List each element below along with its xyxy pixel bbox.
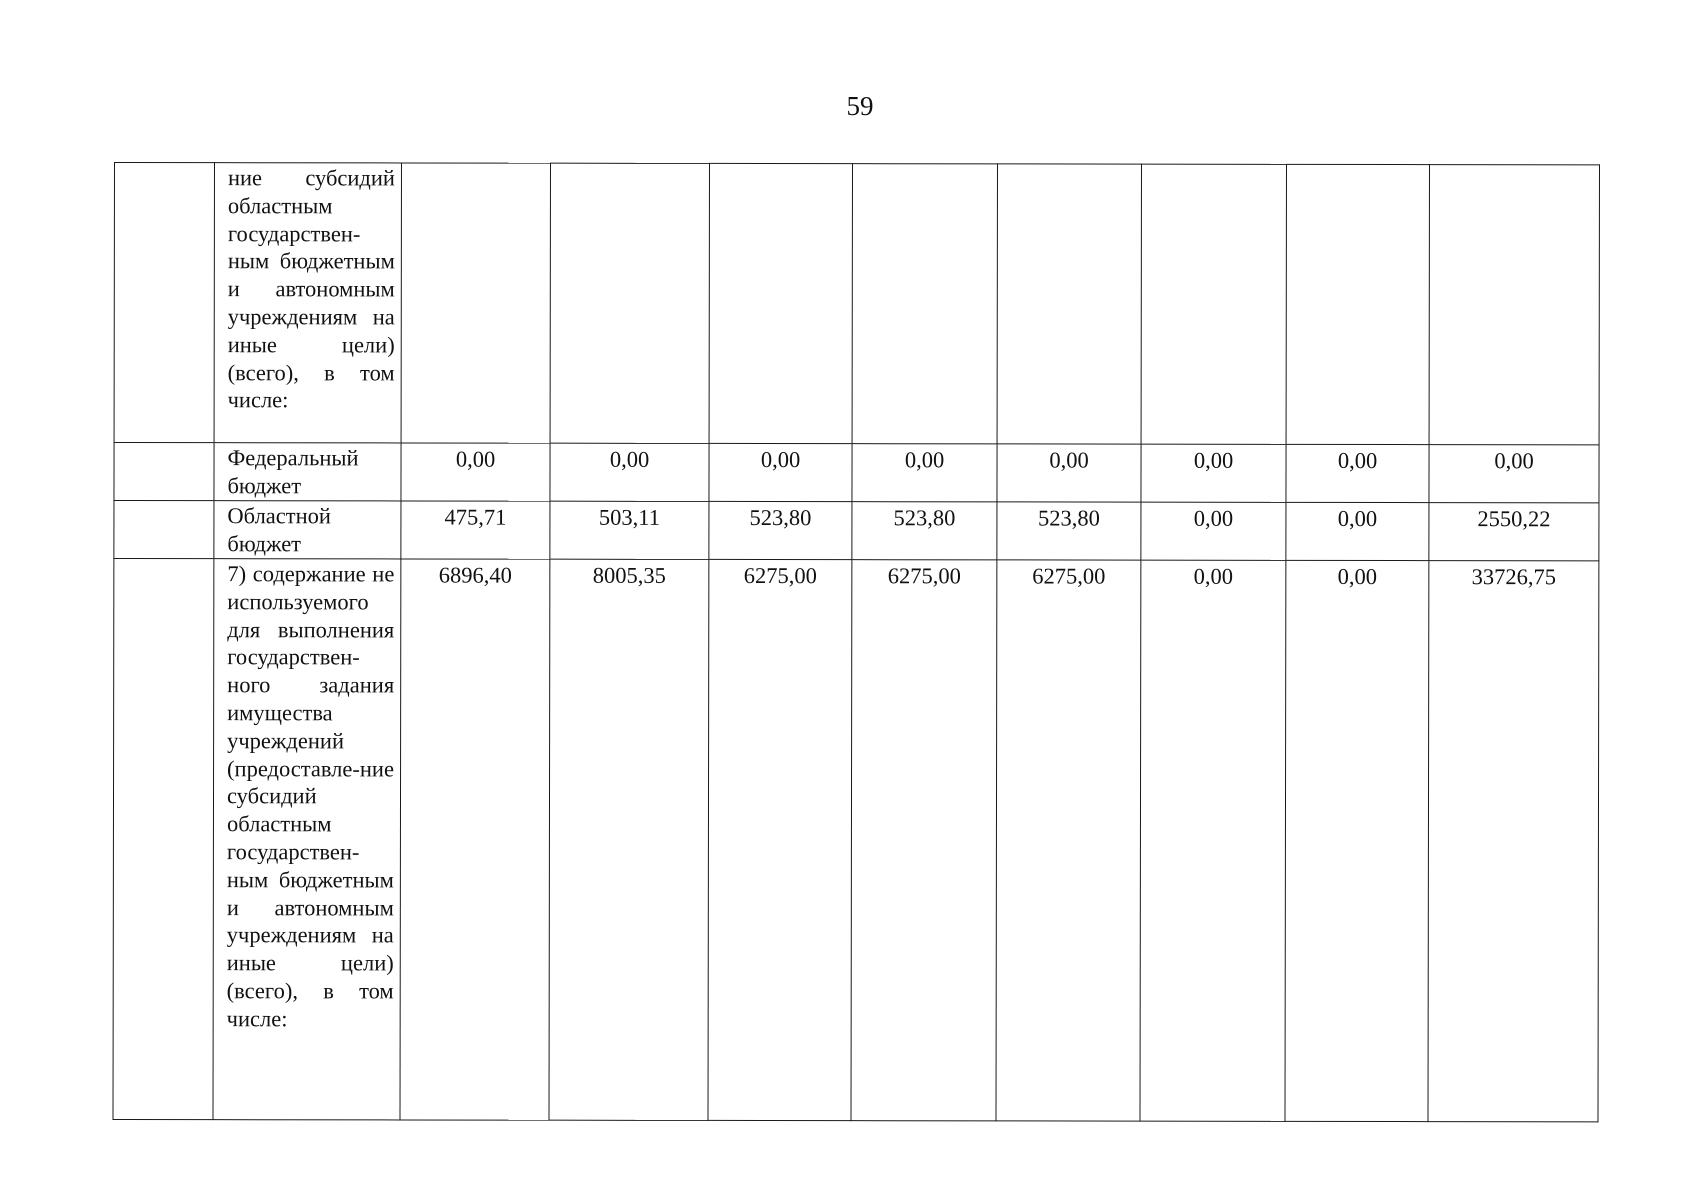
table-row [114,501,1599,561]
value-cell [852,164,997,444]
row-number-cell [113,559,214,1120]
value-cell [997,164,1141,444]
value-cell [401,163,550,443]
value-cell: 0,00 [997,444,1141,502]
total-cell: 0,00 [1429,445,1599,503]
table-row [114,163,1599,445]
total-cell [1429,165,1599,445]
value-cell: 6275,00 [708,559,852,1120]
value-cell [550,163,709,443]
description-cell: 7) содержание не используемого для выполнения государствен-ного задания имущества учреждений (предоставле-ние субсидий областным государствен-ным бюджетным и автономным учреждениям на иные цели) (всего), в том числе: [213,559,401,1120]
value-cell [1286,164,1429,444]
value-cell: 0,00 [1141,502,1286,560]
value-cell: 0,00 [1141,444,1286,502]
table-row [113,559,1599,1122]
value-cell: 0,00 [550,443,709,501]
value-cell: 523,80 [709,501,852,559]
value-cell: 0,00 [852,444,997,502]
value-cell: 8005,35 [549,559,709,1120]
page-number: 59 [846,91,874,121]
total-cell: 2550,22 [1429,503,1599,561]
value-cell [1141,164,1286,444]
value-cell: 0,00 [1286,502,1429,560]
value-cell: 0,00 [1140,560,1286,1121]
value-cell: 503,11 [550,501,709,559]
description-cell: Федеральный бюджет [214,443,401,501]
value-cell: 0,00 [1286,444,1429,502]
value-cell [709,163,852,443]
row-number-cell [114,501,214,559]
value-cell: 6896,40 [400,559,550,1120]
budget-table [112,162,1600,1122]
row-number-cell [114,163,214,443]
description-cell: Областной бюджет [214,501,401,559]
value-cell: 6275,00 [851,560,997,1121]
value-cell: 523,80 [997,502,1141,560]
value-cell: 0,00 [709,443,852,501]
value-cell: 0,00 [1285,560,1429,1121]
value-cell: 523,80 [852,502,997,560]
description-cell: ние субсидий областным государствен-ным бюджетным и автономным учреждениям на иные цели) (всего), в том числе: [214,163,401,443]
value-cell: 0,00 [401,443,550,501]
total-cell: 33726,75 [1428,561,1599,1122]
value-cell: 6275,00 [996,560,1141,1121]
table-row [114,443,1599,503]
value-cell: 475,71 [401,501,550,559]
row-number-cell [114,443,214,501]
